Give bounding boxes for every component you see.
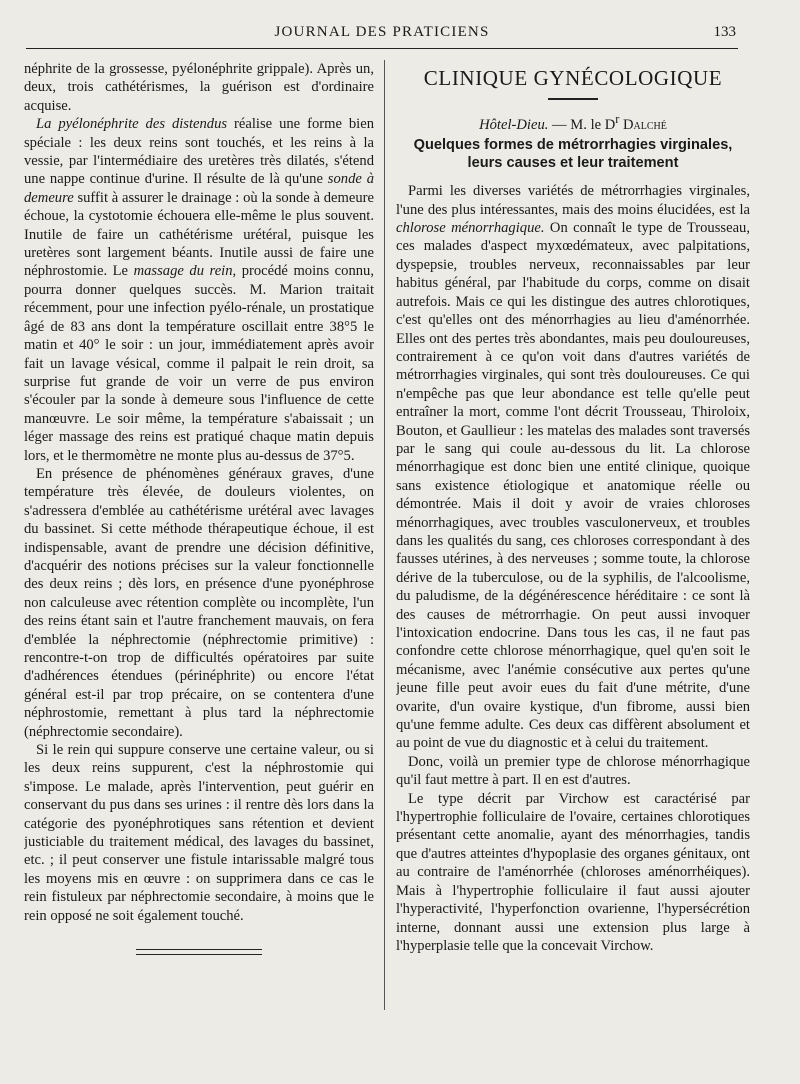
byline: Hôtel-Dieu. — M. le $D^r$ Dalché xyxy=(479,112,667,133)
paragraph: En présence de phénomènes généraux graves, d'une température très élevée, de douleurs violentes, on s'adressera d'emblée au cathétérisme urétéral avec lavages du bassinet. Si cette méthode thérapeutique échoue, il est indispensable, avant de prendre une décision définitive, d'acquérir des notions précises sur la valeur fonctionnelle des deux reins ; dès lors, en présence d'une pyonéphrose non calculeuse avec rétention complète ou incomplète, l'un des reins étant sain et l'autre franchement mauvais, on fera d'emblée la néphrectomie (néphrectomie primitive) : rencontre-t-on trop de difficultés opératoires par suite d'adhérences étendues (périnéphrite) ou encore l'état général est-il par trop précaire, on se contentera d'une néphrostomie, remettant à plus tard la néphrectomie (néphrectomie secondaire). xyxy=(24,465,374,740)
paragraph: Si le rein qui suppure conserve une certaine valeur, ou si les deux reins suppurent, c'est la néphrostomie qui s'impose. Le malade, après l'intervention, peut guérir en conservant du pus dans ses urines : il rentre dès lors dans la catégorie des pyonéphrotiques sans rétention et devient justiciable du traitement médical, des lavages du bassinet, etc. ; il peut conserver une fistule intarissable malgré tous les moyens mis en œuvre : on supprimera dans ce cas le rein fistuleux par néphrectomie secondaire, à moins que le rein opposé ne soit également touché. xyxy=(24,742,374,924)
column-divider xyxy=(384,60,385,1010)
paragraph: Donc, voilà un premier type de chlorose ménorrhagique qu'il faut mettre à part. Il en est d'autres. xyxy=(396,753,750,789)
byline-place: Hôtel-Dieu. xyxy=(479,116,549,133)
paragraph: Parmi les diverses variétés de métrorrhagies virginales, l'une des plus intéressantes, mais des moins élucidées, est la chlorose ménorrhagique. On connaît le type de Trousseau, ces malades d'aspect myxœdémateux, avec palpitations, dyspepsie, troubles nerveux, reconnaissables par leur habitus général, par l'habitude du corps, comme on disait autrefois. Mais ce qui les distingue des autres chlorotiques, c'est qu'elles ont des ménorrhagies au lieu d'aménorrhée. Elles ont des pertes très abondantes, mais peu douloureuses, contrairement à ce qu'on voit dans d'autres variétés de métrorrhagies virginales, qui sont très douloureuses. Ce qui n'empêche pas que leur abondance est telle qu'elle peut entraîner la mort, comme l'ont décrit Trousseau, Thiroloix, Bouton, et Gaullieur : les matelas des malades sont traversés par le sang qui coule au-dessous du lit. La chlorose ménorrhagique est donc bien une entité clinique, quoique sans existence étiologique et anatomique réelle ou démontrée. Mais il doit y avoir de vraies chloroses ménorrhagiques, avec troubles vasculonerveux, et troubles dans les qualités du sang, ces chloroses correspondant à des fausses utérines, à des nerveuses ; somme toute, la chlorose dérive de la tuberculose, ou de la syphilis, de l'alcoolisme, du paludisme, de la dégénérescence héréditaire : ce sont là des causes de métrorrhagie. On peut aussi invoquer l'intoxication endocrine. Dans tous les cas, il ne faut pas confondre cette chlorose ménorrhagique, quel qu'en soit le mécanisme, avec l'anémie consécutive aux pertes qu'une jeune fille peut avoir eues du fait d'une métrite, d'une ovarite, d'un ovaire kystique, d'un fibrome, aussi bien qu'une femme adulte. Ces deux cas diffèrent absolument et au point de vue du diagnostic et à celui du traitement. xyxy=(396,183,750,752)
end-of-article-rule xyxy=(136,949,262,955)
italic-term: massage du rein, xyxy=(133,263,237,280)
running-header xyxy=(26,22,738,49)
paragraph: Le type décrit par Virchow est caractérisé par l'hypertrophie folliculaire de l'ovaire, certaines chlorotiques présentant cette anomalie, ayant des ménorrhagies, tandis que d'autres atteintes d'hypoplasie des organes génitaux, ont au contraire de l'aménorrhée (chloroses aménorrhéiques). Mais à l'hypertrophie folliculaire il faut aussi ajouter l'hyperactivité, l'hyperfonction ovarienne, l'hypersécrétion interne, donnant aussi une extension plus large à l'hyperplasie telle que la concevait Virchow. xyxy=(396,790,750,954)
title-rule xyxy=(548,98,598,100)
left-column xyxy=(24,60,374,1070)
right-column xyxy=(396,60,750,1070)
paragraph: La pyélonéphrite des distendus réalise une forme bien spéciale : les deux reins sont touchés, et les reins à la vessie, par l'intermédiaire des uretères très dilatés, s'étend une nappe continue d'urine. Il résulte de là qu'une sonde à demeure suffit à assurer le drainage : où la sonde à demeure échoue, la cystotomie échouera elle-même le plus souvent. Inutile de faire un cathétérisme urétéral, puisque les uretères sont largement béants. Inutile aussi de faire une néphrostomie. Le massage du rein, procédé moins connu, pourra donner quelques succès. M. Marion traitait récemment, pour une infection pyélo-rénale, un prostatique âgé de 83 ans dont la température oscillait entre 38°5 le matin et 40° le soir : un jour, immédiatement après avoir fait un lavage vésical, comme il palpait le rein droit, sa surprise fut grande de voir un verre de pus environ s'écouler par la sonde à demeure sous l'influence de cette manœuvre. Le soir même, la température s'abaissait ; un léger massage des reins est pratiqué chaque matin depuis lors, et le thermomètre ne monte plus au-dessus de 37°5. xyxy=(24,116,374,464)
page-number: 133 xyxy=(713,24,736,40)
journal-title: JOURNAL DES PRATICIENS xyxy=(274,24,490,40)
article-title: Quelques formes de métrorrhagies virginales, leurs causes et leur traitement xyxy=(413,137,733,172)
italic-term: La pyélonéphrite des distendus xyxy=(36,116,228,133)
paragraph: néphrite de la grossesse, pyélonéphrite grippale). Après un, deux, trois cathétérismes, la guérison est d'ordinaire acquise. xyxy=(24,61,374,114)
italic-term: sonde à demeure xyxy=(24,171,374,206)
section-title: CLINIQUE GYNÉCOLOGIQUE xyxy=(423,66,723,90)
italic-term: chlorose ménorrhagique. xyxy=(396,220,545,237)
